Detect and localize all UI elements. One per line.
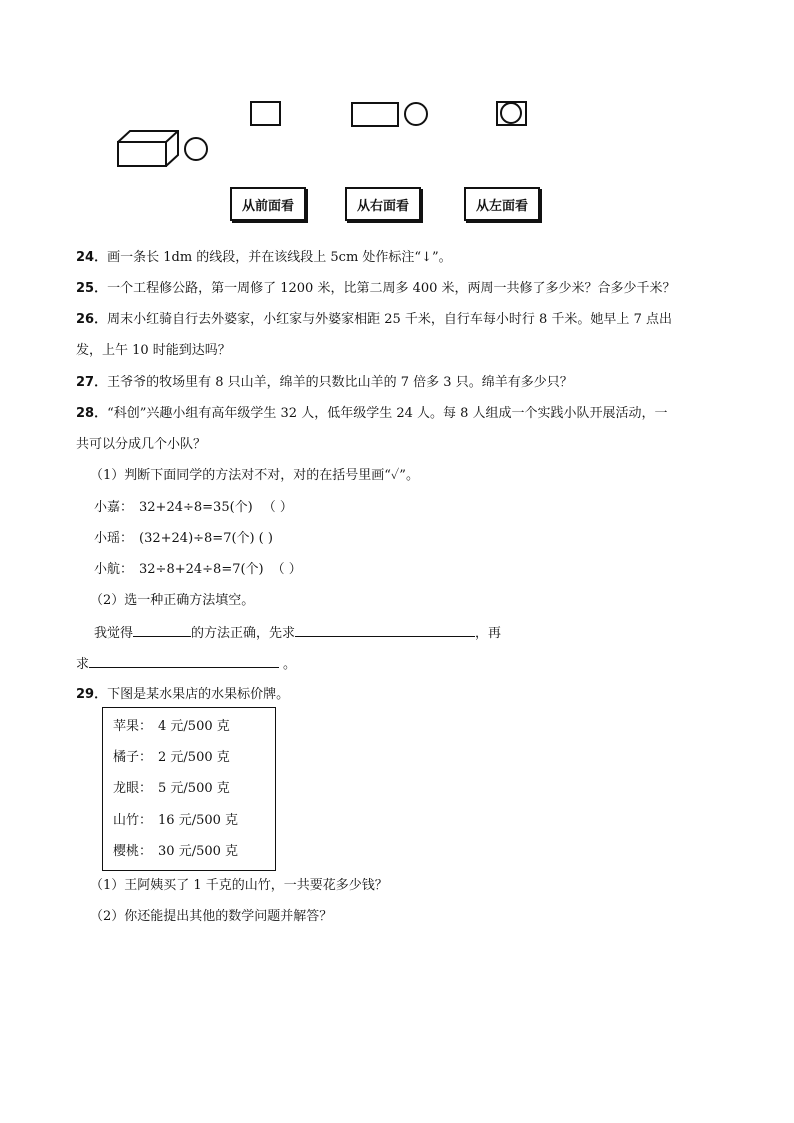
question-text: 共可以分成几个小队？	[76, 437, 207, 452]
question-number: 27．	[76, 375, 108, 390]
fill-text: 求	[76, 657, 90, 672]
method-expression: 32÷8+24÷8=7(个)	[139, 562, 264, 577]
label-left-view: 从左面看	[464, 187, 540, 221]
method-name: 小航：	[94, 562, 134, 577]
method-name: 小嘉：	[94, 500, 134, 515]
part-2-instruction: （2）选一种正确方法填空。	[90, 593, 255, 608]
sub-question-text: （2）你还能提出其他的数学问题并解答？	[90, 909, 333, 924]
fruit-price-board	[102, 707, 276, 871]
method-name: 小瑶：	[94, 531, 134, 546]
fruit-name: 橘子：	[113, 750, 153, 765]
method-expression: (32+24)÷8=7(个)	[139, 531, 255, 546]
sub-question-text: （1）王阿姨买了 1 千克的山竹，一共要花多少钱？	[90, 878, 388, 893]
right-view-rectangle	[352, 103, 398, 126]
fruit-price: 16 元/500 克	[158, 813, 239, 828]
fill-line-2	[76, 653, 296, 675]
answer-bracket[interactable]: ( )	[258, 531, 273, 546]
question-28	[76, 404, 668, 424]
fruit-name: 山竹：	[113, 813, 153, 828]
fill-text: 的方法正确，先求	[191, 626, 296, 641]
question-text: 发，上午 10 时能到达吗？	[76, 343, 231, 358]
blank-second-step[interactable]	[89, 653, 279, 668]
question-number: 28．	[76, 406, 108, 421]
left-view-circle	[501, 103, 521, 123]
label-right-view: 从右面看	[345, 187, 421, 221]
question-26-cont	[76, 341, 231, 361]
question-text: 周末小红骑自行去外婆家，小红家与外婆家相距 25 千米，自行车每小时行 8 千米。她早上 7 点出	[107, 312, 672, 327]
question-28-cont	[76, 435, 206, 455]
answer-bracket[interactable]: （ ）	[262, 500, 293, 515]
sphere-shape	[185, 138, 207, 160]
blank-first-step[interactable]	[295, 622, 475, 637]
method-expression: 32+24÷8=35(个)	[139, 500, 253, 515]
question-29-sub2	[90, 907, 332, 927]
label-front-view: 从前面看	[230, 187, 306, 221]
question-number: 24．	[76, 250, 108, 265]
question-29	[76, 685, 289, 705]
question-text: 一个工程修公路，第一周修了 1200 米，比第二周多 400 米，两周一共修了多少米？合多少千米？	[107, 281, 676, 296]
fill-text: 。	[283, 657, 297, 672]
price-row-longan	[113, 779, 230, 799]
price-row-orange	[113, 748, 230, 768]
price-row-apple	[113, 717, 230, 737]
question-number: 29．	[76, 687, 108, 702]
fruit-name: 樱桃：	[113, 844, 153, 859]
fruit-price: 30 元/500 克	[158, 844, 239, 859]
three-view-figure	[0, 0, 794, 230]
fruit-price: 5 元/500 克	[158, 781, 230, 796]
price-row-mangosteen	[113, 811, 238, 831]
question-text: “科创”兴趣小组有高年级学生 32 人，低年级学生 24 人。每 8 人组成一个实践小队开展活动，一	[107, 406, 668, 421]
question-28-part1	[90, 466, 419, 486]
right-view-circle	[405, 103, 427, 125]
question-24	[76, 248, 452, 268]
question-text: 画一条长 1dm 的线段，并在该线段上 5cm 处作标注“↓”。	[107, 250, 452, 265]
fruit-name: 龙眼：	[113, 781, 153, 796]
fruit-price: 4 元/500 克	[158, 719, 230, 734]
blank-method-name[interactable]	[133, 622, 191, 637]
question-text: 下图是某水果店的水果标价牌。	[107, 687, 290, 702]
fill-text: 我觉得	[94, 626, 134, 641]
answer-bracket[interactable]: （ ）	[271, 562, 302, 577]
question-number: 25．	[76, 281, 108, 296]
question-number: 26．	[76, 312, 108, 327]
method-row-xiaojia	[94, 498, 293, 518]
fill-text: ，再	[475, 626, 502, 641]
fruit-name: 苹果：	[113, 719, 153, 734]
method-row-xiaoyao	[94, 529, 273, 549]
method-row-xiaohang	[94, 560, 302, 580]
question-29-sub1	[90, 876, 388, 896]
front-view-square	[251, 102, 280, 125]
cuboid-shape	[118, 131, 178, 166]
question-text: 王爷爷的牧场里有 8 只山羊，绵羊的只数比山羊的 7 倍多 3 只。绵羊有多少只？	[107, 375, 573, 390]
price-row-cherry	[113, 842, 238, 862]
fruit-price: 2 元/500 克	[158, 750, 230, 765]
question-26	[76, 310, 672, 330]
question-28-part2	[90, 591, 254, 611]
question-25	[76, 279, 676, 299]
fill-line-1	[94, 622, 501, 644]
part-1-instruction: （1）判断下面同学的方法对不对，对的在括号里画“✓”。	[90, 468, 419, 483]
question-27	[76, 373, 573, 393]
